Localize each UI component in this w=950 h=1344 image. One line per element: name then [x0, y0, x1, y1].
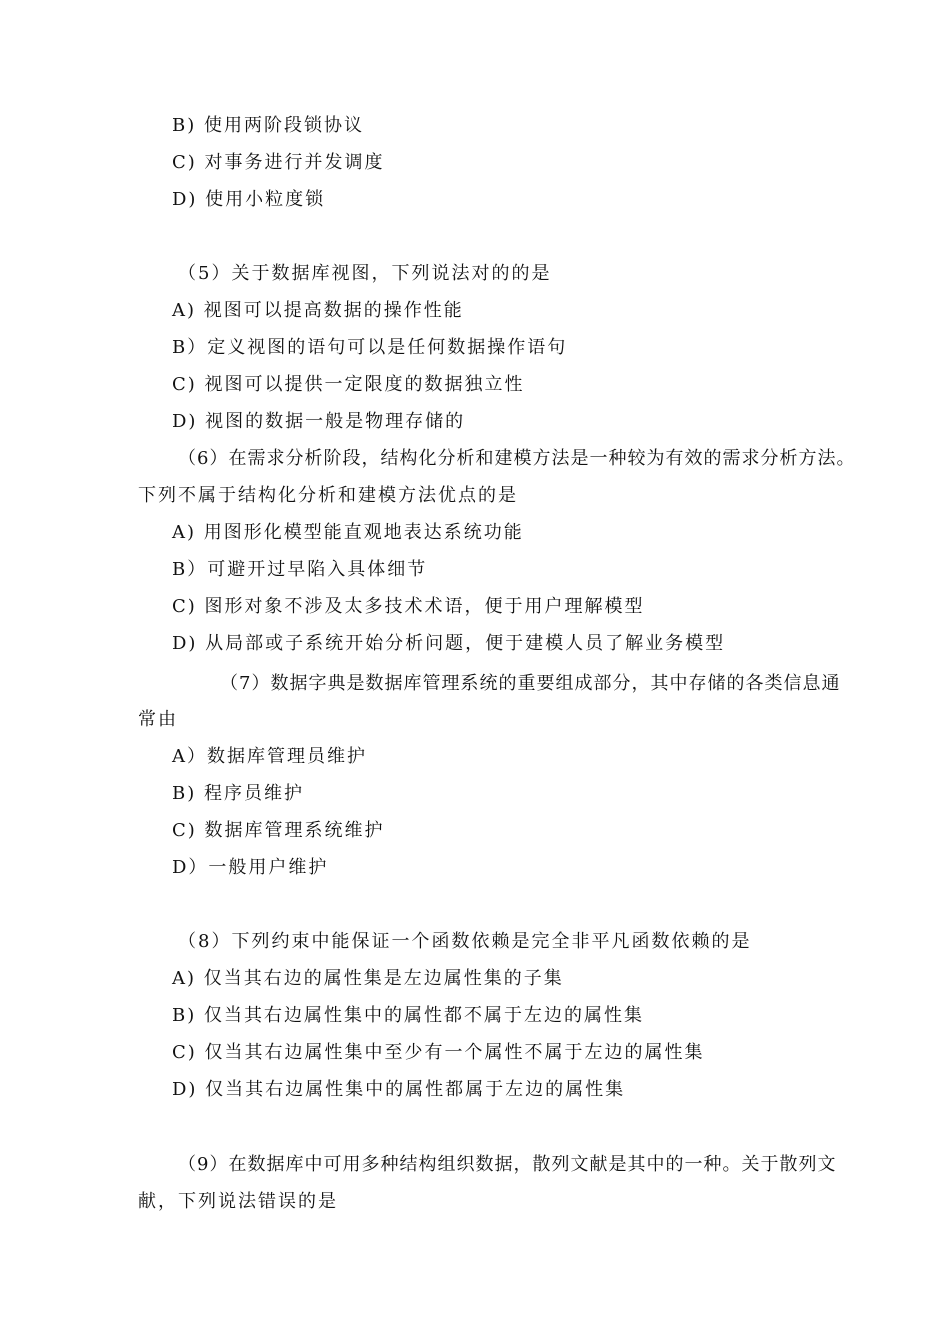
- q5-option-c: C) 视图可以提供一定限度的数据独立性: [172, 374, 525, 395]
- q8-option-c: C) 仅当其右边属性集中至少有一个属性不属于左边的属性集: [172, 1042, 705, 1063]
- question-7: （7）数据字典是数据库管理系统的重要组成部分，其中存储的各类信息通: [220, 673, 841, 694]
- option-d-previous: D) 使用小粒度锁: [172, 189, 326, 210]
- question-8: （8）下列约束中能保证一个函数依赖是完全非平凡函数依赖的是: [178, 931, 752, 952]
- q8-option-a: A) 仅当其右边的属性集是左边属性集的子集: [172, 968, 564, 989]
- question-6-continued: 下列不属于结构化分析和建模方法优点的是: [138, 485, 518, 506]
- q7-option-d: D）一般用户维护: [172, 857, 329, 878]
- q7-option-a: A）数据库管理员维护: [172, 746, 367, 767]
- q6-option-c: C) 图形对象不涉及太多技术术语，便于用户理解模型: [172, 596, 645, 617]
- q5-option-a: A) 视图可以提高数据的操作性能: [172, 300, 464, 321]
- q8-option-d: D) 仅当其右边属性集中的属性都属于左边的属性集: [172, 1079, 626, 1100]
- q7-option-c: C) 数据库管理系统维护: [172, 820, 385, 841]
- q6-option-a: A) 用图形化模型能直观地表达系统功能: [172, 522, 524, 543]
- question-6: （6）在需求分析阶段，结构化分析和建模方法是一种较为有效的需求分析方法。: [178, 448, 856, 469]
- q6-option-d: D) 从局部或子系统开始分析问题，便于建模人员了解业务模型: [172, 633, 726, 654]
- q8-option-b: B) 仅当其右边属性集中的属性都不属于左边的属性集: [172, 1005, 644, 1026]
- q5-option-d: D) 视图的数据一般是物理存储的: [172, 411, 466, 432]
- question-5: （5）关于数据库视图，下列说法对的的是: [178, 263, 552, 284]
- question-9: （9）在数据库中可用多种结构组织数据，散列文献是其中的一种。关于散列文: [178, 1154, 837, 1175]
- question-9-continued: 献，下列说法错误的是: [138, 1191, 338, 1212]
- q5-option-b: B）定义视图的语句可以是任何数据操作语句: [172, 337, 568, 358]
- option-b-previous: B) 使用两阶段锁协议: [172, 115, 364, 136]
- q7-option-b: B) 程序员维护: [172, 783, 304, 804]
- question-7-continued: 常由: [138, 709, 178, 730]
- option-c-previous: C) 对事务进行并发调度: [172, 152, 385, 173]
- q6-option-b: B）可避开过早陷入具体细节: [172, 559, 428, 580]
